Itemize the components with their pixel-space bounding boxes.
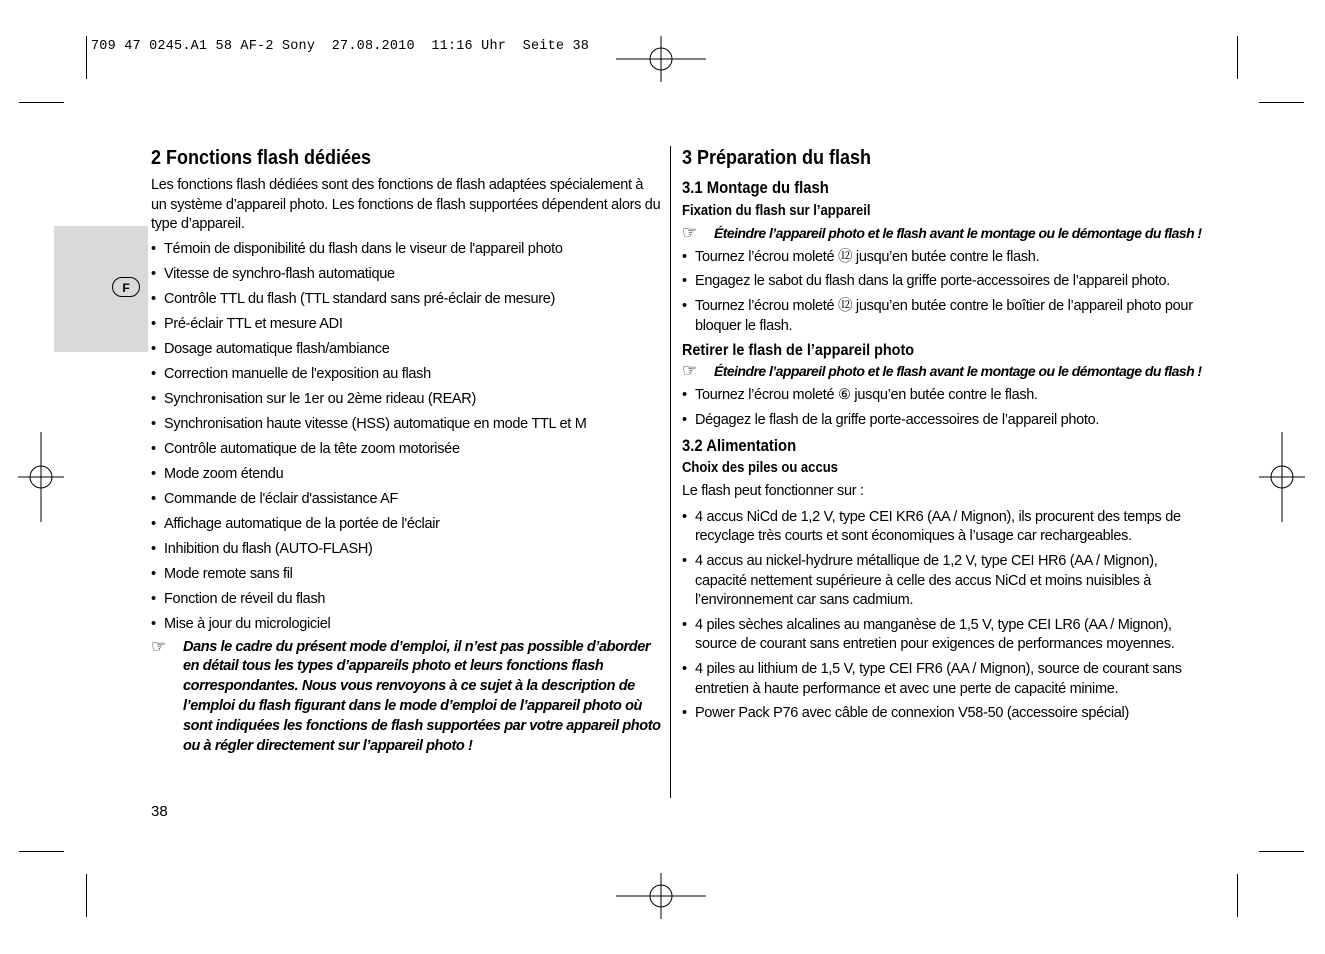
pointing-hand-icon: ☞	[151, 636, 166, 656]
mounting-step: • Tournez l’écrou moleté ⑫ jusqu’en butée contre le flash.	[682, 248, 1197, 268]
crop-mark	[1259, 102, 1304, 103]
feature-list-item: • Contrôle TTL du flash (TTL standard sans pré-éclair de mesure)	[151, 290, 661, 310]
power-intro: Le flash peut fonctionner sur :	[682, 483, 864, 500]
registration-mark-top	[616, 36, 706, 82]
remove-step: • Dégagez le flash de la griffe porte-accessoires de l’appareil photo.	[682, 411, 1197, 431]
feature-list-item: • Synchronisation sur le 1er ou 2ème rideau (REAR)	[151, 390, 661, 410]
feature-list-item: • Dosage automatique flash/ambiance	[151, 340, 661, 360]
feature-list-item: • Mode zoom étendu	[151, 465, 661, 485]
mounting-steps	[682, 248, 1197, 336]
section-2-intro: Les fonctions flash dédiées sont des fonctions de flash adaptées spécialement à un système d’appareil photo. Les fonctions de flash supportées dépendent alors du type d’appareil.	[151, 177, 661, 233]
crop-mark	[1237, 36, 1238, 79]
crop-mark	[86, 874, 87, 917]
feature-list-item: • Commande de l'éclair d'assistance AF	[151, 490, 661, 510]
batteries-subtitle: Choix des piles ou accus	[682, 460, 838, 477]
crop-mark	[1237, 874, 1238, 917]
section-3-title: 3 Préparation du flash	[682, 147, 872, 169]
power-option: • 4 accus NiCd de 1,2 V, type CEI KR6 (AA / Mignon), ils procurent des temps de recyclage très courts et sont économiques à l’usage car rechargeables.	[682, 508, 1197, 547]
feature-list	[151, 240, 661, 634]
pointing-hand-icon: ☞	[682, 223, 697, 242]
mounting-step: • Engagez le sabot du flash dans la griffe porte-accessoires de l’appareil photo.	[682, 272, 1197, 292]
right-column	[682, 145, 1202, 729]
left-note	[151, 638, 661, 757]
power-option: • Power Pack P76 avec câble de connexion V58-50 (accessoire spécial)	[682, 704, 1197, 724]
remove-step: • Tournez l’écrou moleté ⑥ jusqu’en butée contre le flash.	[682, 386, 1197, 406]
crop-mark	[1259, 851, 1304, 852]
feature-list-item: • Mode remote sans fil	[151, 565, 661, 585]
mounting-note-text: Éteindre l’appareil photo et le flash avant le montage ou le démontage du flash !	[714, 225, 1202, 241]
feature-list-item: • Affichage automatique de la portée de l'éclair	[151, 515, 661, 535]
registration-mark-left	[18, 432, 64, 522]
language-tab-label: F	[112, 277, 140, 297]
crop-mark	[19, 851, 64, 852]
power-options	[682, 508, 1197, 724]
section-3-1-title: 3.1 Montage du flash	[682, 179, 829, 197]
section-2-title: 2 Fonctions flash dédiées	[151, 147, 372, 169]
printer-slug-line: 709 47 0245.A1 58 AF-2 Sony 27.08.2010 11:16 Uhr Seite 38	[91, 39, 590, 54]
page-number: 38	[151, 803, 168, 820]
registration-mark-right	[1259, 432, 1305, 522]
power-option: • 4 accus au nickel-hydrure métallique de 1,2 V, type CEI HR6 (AA / Mignon), capacité nettement supérieure à celle des accus NiCd et moins nuisibles à l’environnement car sans cadmium.	[682, 552, 1197, 611]
power-option: • 4 piles au lithium de 1,5 V, type CEI FR6 (AA / Mignon), source de courant sans entretien à haute performance et avec une perte de capacité minime.	[682, 660, 1197, 699]
feature-list-item: • Pré-éclair TTL et mesure ADI	[151, 315, 661, 335]
remove-note	[682, 361, 1202, 382]
feature-list-item: • Contrôle automatique de la tête zoom motorisée	[151, 440, 661, 460]
section-3-2-title: 3.2 Alimentation	[682, 437, 797, 456]
feature-list-item: • Synchronisation haute vitesse (HSS) automatique en mode TTL et M	[151, 415, 661, 435]
feature-list-item: • Correction manuelle de l'exposition au flash	[151, 365, 661, 385]
feature-list-item: • Témoin de disponibilité du flash dans le viseur de l'appareil photo	[151, 240, 661, 260]
power-option: • 4 piles sèches alcalines au manganèse de 1,5 V, type CEI LR6 (AA / Mignon), source de courant sans entretien pour exigences de performances moyennes.	[682, 616, 1197, 655]
feature-list-item: • Fonction de réveil du flash	[151, 590, 661, 610]
feature-list-item: • Inhibition du flash (AUTO-FLASH)	[151, 540, 661, 560]
crop-mark	[86, 36, 87, 79]
mounting-subtitle: Fixation du flash sur l’appareil	[682, 203, 871, 219]
remove-note-text: Éteindre l’appareil photo et le flash avant le montage ou le démontage du flash !	[714, 363, 1202, 380]
registration-mark-bottom	[616, 873, 706, 919]
left-note-text: Dans le cadre du présent mode d’emploi, il n’est pas possible d’aborder en détail tous les types d’appareils photo et leurs fonctions flash correspondantes. Nous vous renvoyons à ce sujet à la description de l’emploi du flash figurant dans le mode d’emploi de l’appareil photo où sont indiquées les fonctions de flash supportées par votre appareil photo ou à régler directement sur l’appareil photo !	[183, 638, 661, 754]
left-column	[151, 145, 661, 756]
pointing-hand-icon: ☞	[682, 361, 697, 381]
feature-list-item: • Vitesse de synchro-flash automatique	[151, 265, 661, 285]
crop-mark	[19, 102, 64, 103]
mounting-step: • Tournez l’écrou moleté ⑫ jusqu’en butée contre le boîtier de l’appareil photo pour bloquer le flash.	[682, 297, 1197, 336]
mounting-note	[682, 223, 1202, 244]
remove-steps	[682, 386, 1197, 430]
column-divider	[670, 146, 671, 798]
remove-subtitle: Retirer le flash de l’appareil photo	[682, 342, 915, 360]
feature-list-item: • Mise à jour du micrologiciel	[151, 615, 661, 635]
